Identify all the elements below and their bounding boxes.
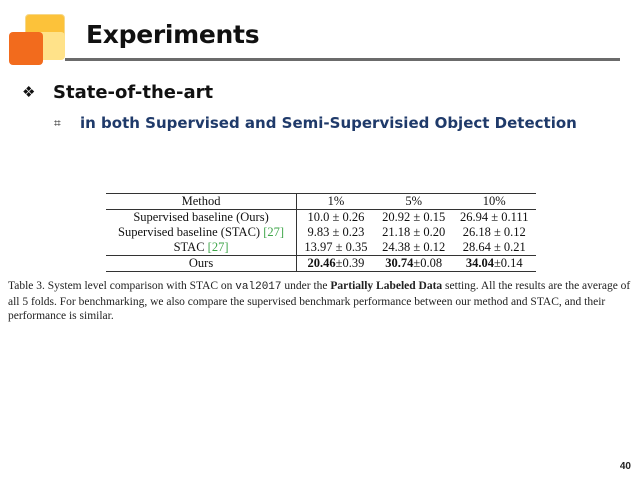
table-row bbox=[106, 210, 536, 226]
citation-link[interactable]: [27] bbox=[207, 240, 229, 254]
table-row bbox=[106, 225, 536, 240]
bullet-level1-text: State-of-the-art bbox=[53, 82, 214, 103]
slide-title: Experiments bbox=[86, 20, 260, 49]
header-1pct: 1% bbox=[297, 194, 375, 210]
cell-10pct: 26.18 ± 0.12 bbox=[462, 225, 526, 239]
cell-10pct: 26.94 ± 0.111 bbox=[460, 210, 529, 224]
diamond-bullet-icon: ❖ bbox=[22, 83, 36, 101]
cell-5pct: 21.18 ± 0.20 bbox=[382, 225, 446, 239]
table-row bbox=[106, 240, 536, 256]
table-caption: Table 3. System level comparison with STAC on val2017 under the Partially Labeled Data setting. All the results are the average of all 5 folds. For benchmarking, we also compare the supervised benchmark performance between our method and STAC, and their performance is similar. bbox=[8, 280, 631, 323]
page-number: 40 bbox=[619, 461, 631, 472]
cell-5pct: 24.38 ± 0.12 bbox=[382, 240, 446, 254]
bullet-level2-text: in both Supervised and Semi-Supervisied Object Detection bbox=[80, 114, 577, 132]
cell-1pct: 10.0 ± 0.26 bbox=[297, 210, 375, 226]
caption-code: val2017 bbox=[235, 281, 282, 293]
header-5pct: 5% bbox=[405, 194, 422, 208]
cell-1pct: 13.97 ± 0.35 bbox=[297, 240, 375, 256]
cell-5pct: 20.92 ± 0.15 bbox=[382, 210, 446, 224]
results-table bbox=[106, 193, 536, 272]
cell-1pct: 20.46±0.39 bbox=[297, 256, 375, 272]
table-header-row bbox=[106, 194, 536, 210]
logo bbox=[9, 10, 69, 66]
title-divider bbox=[65, 58, 620, 61]
citation-link[interactable]: [27] bbox=[263, 225, 285, 239]
cell-method: Ours bbox=[188, 256, 214, 270]
cell-1pct: 9.83 ± 0.23 bbox=[297, 225, 375, 240]
hash-bullet-icon: ⌗ bbox=[54, 116, 61, 130]
header-10pct: 10% bbox=[482, 194, 506, 208]
cell-10pct: 34.04±0.14 bbox=[465, 256, 523, 270]
table-row-ours bbox=[106, 256, 536, 272]
bullet-level2 bbox=[54, 114, 577, 132]
cell-method: STAC [27] bbox=[173, 240, 229, 254]
cell-10pct: 28.64 ± 0.21 bbox=[462, 240, 526, 254]
header-method: Method bbox=[181, 194, 221, 208]
cell-method: Supervised baseline (STAC) [27] bbox=[118, 225, 285, 239]
cell-5pct: 30.74±0.08 bbox=[385, 256, 443, 270]
bullet-level1 bbox=[22, 82, 213, 103]
cell-method: Supervised baseline (Ours) bbox=[133, 210, 269, 224]
caption-bold: Partially Labeled Data bbox=[330, 280, 443, 292]
logo-square-orange bbox=[9, 32, 43, 65]
